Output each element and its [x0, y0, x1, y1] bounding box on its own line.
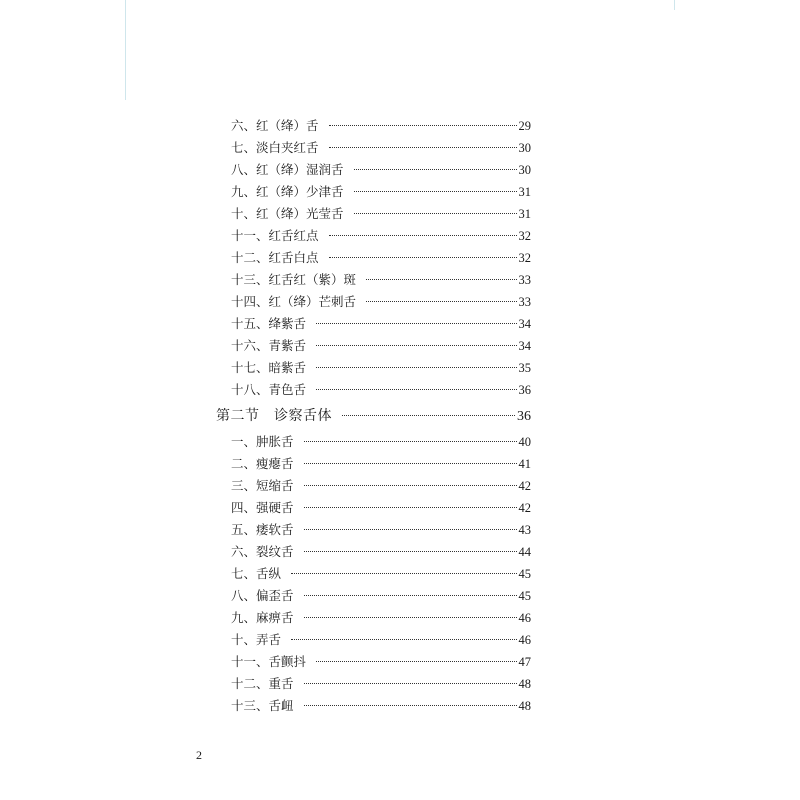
- toc-entry-page: 40: [518, 435, 531, 449]
- toc-entry-page: 31: [518, 207, 531, 221]
- dot-leader: [329, 257, 517, 258]
- dot-leader: [304, 507, 517, 508]
- dot-leader: [316, 345, 516, 346]
- toc-entry-page: 32: [518, 251, 531, 265]
- toc-entry-label: 九、红（绛）少津舌: [231, 184, 344, 199]
- dot-leader: [316, 323, 516, 324]
- toc-entry-label: 十八、青色舌: [231, 382, 307, 397]
- toc-entry-page: 45: [518, 567, 531, 581]
- dot-leader: [304, 463, 517, 464]
- toc-entry[interactable]: [231, 544, 531, 560]
- toc-entry-label: 七、舌纵: [231, 566, 282, 581]
- toc-entry-label: 十一、舌颤抖: [231, 654, 307, 669]
- toc-entry[interactable]: [231, 478, 531, 494]
- toc-entry-label: 十六、青紫舌: [231, 338, 307, 353]
- toc-entry-page: 45: [518, 589, 531, 603]
- toc-entry-page: 33: [518, 295, 531, 309]
- toc-entry-label: 三、短缩舌: [231, 478, 294, 493]
- toc-entry[interactable]: [231, 382, 531, 398]
- toc-entry[interactable]: [231, 184, 531, 200]
- toc-entry-page: 36: [518, 383, 531, 397]
- dot-leader: [304, 485, 517, 486]
- toc-entry-label: 四、强硬舌: [231, 500, 294, 515]
- toc-entry-label: 十七、暗紫舌: [231, 360, 307, 375]
- toc-entry-label: 十二、红舌白点: [231, 250, 319, 265]
- toc-entry[interactable]: [231, 588, 531, 604]
- toc-entry-label: 十三、红舌红（紫）斑: [231, 272, 357, 287]
- toc-entry-page: 42: [518, 501, 531, 515]
- toc-entry-label: 八、偏歪舌: [231, 588, 294, 603]
- dot-leader: [316, 367, 516, 368]
- dot-leader: [304, 595, 517, 596]
- toc-entry-page: 34: [518, 339, 531, 353]
- toc-entry[interactable]: [231, 632, 531, 648]
- toc-entry[interactable]: [231, 500, 531, 516]
- dot-leader: [329, 235, 517, 236]
- toc-entry-page: 41: [518, 457, 531, 471]
- toc-entry-label: 六、红（绛）舌: [231, 118, 319, 133]
- toc-entry-page: 32: [518, 229, 531, 243]
- section-heading-page: 36: [517, 409, 531, 424]
- toc-entry-page: 30: [518, 141, 531, 155]
- dot-leader: [316, 389, 516, 390]
- dot-leader: [366, 279, 516, 280]
- section-heading-label: 第二节 诊察舌体: [216, 408, 332, 424]
- dot-leader: [342, 415, 515, 416]
- page-number: 2: [196, 748, 202, 762]
- toc-entry[interactable]: [231, 456, 531, 472]
- dot-leader: [304, 529, 517, 530]
- toc-entry[interactable]: [231, 316, 531, 332]
- toc-entry-label: 七、淡白夹红舌: [231, 140, 319, 155]
- toc-entry-label: 十、弄舌: [231, 632, 282, 647]
- dot-leader: [304, 705, 517, 706]
- dot-leader: [354, 191, 517, 192]
- toc-entry-page: 33: [518, 273, 531, 287]
- toc-entry-page: 29: [518, 119, 531, 133]
- toc-entry[interactable]: [231, 654, 531, 670]
- dot-leader: [304, 551, 517, 552]
- section-heading[interactable]: [216, 408, 531, 425]
- toc-entry[interactable]: [231, 566, 531, 582]
- toc-entry[interactable]: [231, 338, 531, 354]
- toc-entry-label: 十四、红（绛）芒刺舌: [231, 294, 357, 309]
- dot-leader: [329, 147, 517, 148]
- dot-leader: [316, 661, 516, 662]
- toc-entry[interactable]: [231, 206, 531, 222]
- toc-entry[interactable]: [231, 228, 531, 244]
- toc-entry-label: 八、红（绛）湿润舌: [231, 162, 344, 177]
- dot-leader: [304, 683, 517, 684]
- toc-entry-page: 35: [518, 361, 531, 375]
- toc-entry[interactable]: [231, 294, 531, 310]
- toc-entry-label: 一、肿胀舌: [231, 434, 294, 449]
- toc-entry-label: 十二、重舌: [231, 676, 294, 691]
- toc-entry-page: 48: [518, 677, 531, 691]
- toc-entry[interactable]: [231, 698, 531, 714]
- toc-entry[interactable]: [231, 522, 531, 538]
- toc-entry-page: 42: [518, 479, 531, 493]
- toc-entry-label: 六、裂纹舌: [231, 544, 294, 559]
- toc-entry-label: 十五、绛紫舌: [231, 316, 307, 331]
- toc-entry-page: 30: [518, 163, 531, 177]
- toc-entry[interactable]: [231, 676, 531, 692]
- dot-leader: [366, 301, 516, 302]
- toc-entry-label: 五、痿软舌: [231, 522, 294, 537]
- toc-entry[interactable]: [231, 360, 531, 376]
- toc-entry-page: 46: [518, 633, 531, 647]
- dot-leader: [354, 213, 517, 214]
- toc-entry[interactable]: [231, 250, 531, 266]
- toc-entry-label: 九、麻痹舌: [231, 610, 294, 625]
- toc-entry-page: 48: [518, 699, 531, 713]
- toc-entry-page: 34: [518, 317, 531, 331]
- toc-entry-page: 44: [518, 545, 531, 559]
- toc-entry-label: 十一、红舌红点: [231, 228, 319, 243]
- toc-entry-page: 31: [518, 185, 531, 199]
- dot-leader: [354, 169, 517, 170]
- toc-entry-label: 十、红（绛）光莹舌: [231, 206, 344, 221]
- dot-leader: [304, 617, 517, 618]
- toc-entry-label: 二、瘦瘪舌: [231, 456, 294, 471]
- toc-entry-label: 十三、舌衄: [231, 698, 294, 713]
- toc-entry[interactable]: [231, 118, 531, 134]
- dot-leader: [291, 639, 516, 640]
- toc-entry-page: 46: [518, 611, 531, 625]
- dot-leader: [329, 125, 517, 126]
- dot-leader: [291, 573, 516, 574]
- toc-entry[interactable]: [231, 434, 531, 450]
- dot-leader: [304, 441, 517, 442]
- toc-entry[interactable]: [231, 272, 531, 288]
- toc-entry[interactable]: [231, 162, 531, 178]
- toc-entry-page: 47: [518, 655, 531, 669]
- toc-entry[interactable]: [231, 140, 531, 156]
- toc-entry[interactable]: [231, 610, 531, 626]
- toc-entry-page: 43: [518, 523, 531, 537]
